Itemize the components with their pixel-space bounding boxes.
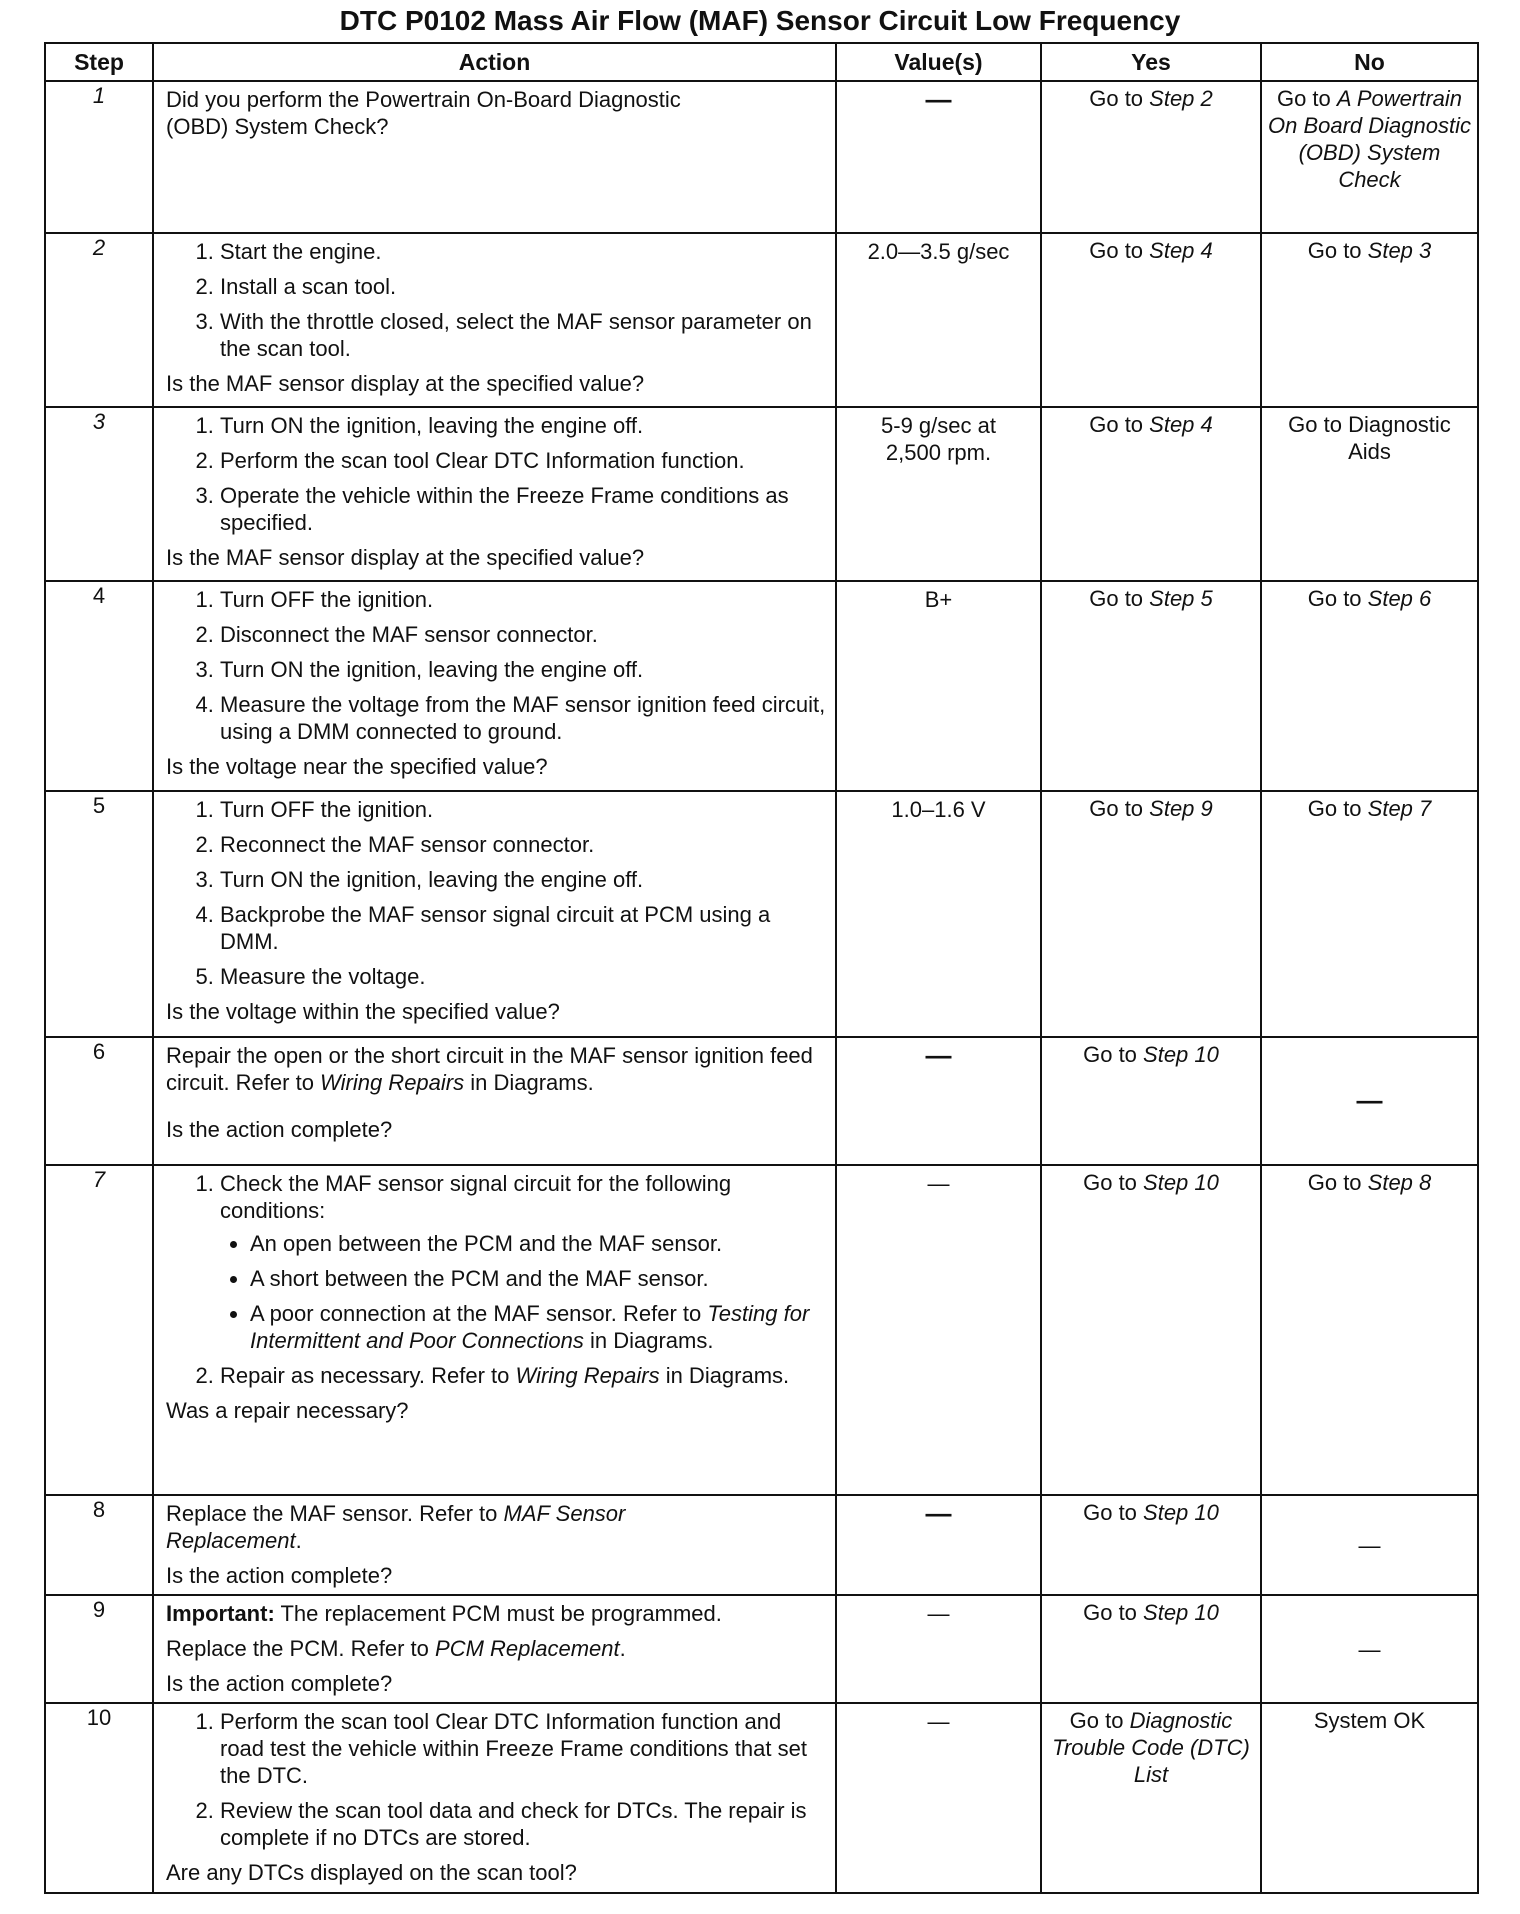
- instruction-item: 3. Turn ON the ignition, leaving the engine off.: [220, 656, 827, 683]
- no-cell: [1261, 1495, 1478, 1595]
- action-question: Is the action complete?: [166, 1671, 393, 1696]
- action-cell: [153, 581, 836, 791]
- action-cell: [153, 791, 836, 1037]
- no-text: —: [1358, 1636, 1381, 1662]
- instruction-list: [166, 796, 827, 990]
- no-cell: [1261, 1037, 1478, 1165]
- yes-link[interactable]: Step 5: [1149, 586, 1213, 611]
- header-step: Step: [45, 43, 153, 81]
- no-cell: [1261, 407, 1478, 581]
- yes-cell: [1041, 233, 1261, 407]
- action-text-part: .: [295, 1528, 302, 1553]
- action-text: Did you perform the Powertrain On-Board Diagnostic (OBD) System Check?: [166, 87, 681, 139]
- reference-link[interactable]: Wiring Repairs: [515, 1363, 660, 1388]
- step-number: 2: [45, 233, 153, 407]
- instruction-item: 2. Install a scan tool.: [220, 273, 827, 300]
- no-text: System OK: [1313, 1708, 1426, 1733]
- action-cell: [153, 407, 836, 581]
- no-cell: [1261, 581, 1478, 791]
- no-cell: [1261, 1703, 1478, 1893]
- condition-text: in Diagrams.: [583, 1328, 714, 1353]
- yes-cell: [1041, 81, 1261, 233]
- action-text-part: in Diagrams.: [464, 1070, 594, 1095]
- value-text: 2.0—3.5 g/sec: [867, 239, 1010, 264]
- important-text: The replacement PCM must be programmed.: [274, 1601, 722, 1626]
- action-question: Is the voltage within the specified value?: [166, 999, 560, 1024]
- condition-text: A poor connection at the MAF sensor. Refer to: [250, 1301, 708, 1326]
- instruction-item: [220, 1362, 827, 1389]
- value-cell: [836, 1495, 1041, 1595]
- instruction-text: in Diagrams.: [659, 1363, 790, 1388]
- no-cell: [1261, 81, 1478, 233]
- instruction-item: 4. Measure the voltage from the MAF sensor ignition feed circuit, using a DMM connected to ground.: [220, 691, 827, 745]
- value-text: —: [927, 1171, 950, 1196]
- yes-cell: [1041, 1165, 1261, 1495]
- instruction-item: 2. Perform the scan tool Clear DTC Information function.: [220, 447, 827, 474]
- value-cell: [836, 1037, 1041, 1165]
- instruction-text: Repair as necessary. Refer to: [220, 1363, 516, 1388]
- condition-item: • A short between the PCM and the MAF sensor.: [250, 1265, 827, 1292]
- header-row: [45, 43, 1478, 81]
- action-cell: [153, 81, 836, 233]
- value-text: B+: [924, 587, 953, 612]
- instruction-item: 1. Turn ON the ignition, leaving the engine off.: [220, 412, 827, 439]
- value-cell: [836, 407, 1041, 581]
- condition-item: [250, 1300, 827, 1354]
- yes-link[interactable]: Step 10: [1143, 1600, 1219, 1625]
- action-text: [166, 1635, 827, 1662]
- value-cell: [836, 581, 1041, 791]
- page-title: DTC P0102 Mass Air Flow (MAF) Sensor Circuit Low Frequency: [339, 5, 1181, 36]
- header-no: No: [1261, 43, 1478, 81]
- action-text-part: Replace the PCM. Refer to: [166, 1636, 436, 1661]
- yes-prefix: Go to: [1069, 1708, 1130, 1733]
- action-cell: [153, 1165, 836, 1495]
- header-values: Value(s): [836, 43, 1041, 81]
- value-text: —: [927, 1709, 950, 1734]
- action-question: Is the voltage near the specified value?: [166, 754, 548, 779]
- no-link[interactable]: Step 6: [1367, 586, 1432, 611]
- instruction-item: 1. Start the engine.: [220, 238, 827, 265]
- reference-link[interactable]: Testing for Intermittent and Poor Connections: [250, 1301, 810, 1353]
- yes-link[interactable]: Step 4: [1149, 412, 1213, 437]
- header-yes: Yes: [1041, 43, 1261, 81]
- action-text-part: Repair the open or the short circuit in the MAF sensor ignition feed circuit. Refer to: [166, 1043, 813, 1095]
- instruction-item: 1. Turn OFF the ignition.: [220, 586, 827, 613]
- action-question: Is the action complete?: [166, 1117, 393, 1142]
- reference-link[interactable]: MAF Sensor Replacement: [166, 1501, 626, 1553]
- yes-prefix: Go to: [1083, 1170, 1144, 1195]
- action-question: Was a repair necessary?: [166, 1398, 409, 1423]
- value-text: —: [925, 1498, 952, 1528]
- value-cell: [836, 81, 1041, 233]
- action-cell: [153, 233, 836, 407]
- no-prefix: Go to: [1307, 586, 1368, 611]
- table-row: [45, 407, 1478, 581]
- instruction-item: 2. Reconnect the MAF sensor connector.: [220, 831, 827, 858]
- yes-link[interactable]: Step 10: [1143, 1500, 1219, 1525]
- yes-link[interactable]: Step 2: [1149, 86, 1213, 111]
- instruction-item: 3. Turn ON the ignition, leaving the engine off.: [220, 866, 827, 893]
- table-row: [45, 1703, 1478, 1893]
- instruction-item: 4. Backprobe the MAF sensor signal circuit at PCM using a DMM.: [220, 901, 827, 955]
- step-number: 8: [45, 1495, 153, 1595]
- step-number: 9: [45, 1595, 153, 1703]
- condition-list: [220, 1230, 827, 1354]
- yes-cell: [1041, 407, 1261, 581]
- no-cell: [1261, 1595, 1478, 1703]
- instruction-item: 3. With the throttle closed, select the MAF sensor parameter on the scan tool.: [220, 308, 827, 362]
- yes-cell: [1041, 1595, 1261, 1703]
- action-text: [166, 1042, 827, 1096]
- yes-cell: [1041, 1037, 1261, 1165]
- table-row: [45, 1037, 1478, 1165]
- instruction-list: [166, 586, 827, 745]
- table-row: [45, 1495, 1478, 1595]
- instruction-list: [166, 238, 827, 362]
- no-link[interactable]: A Powertrain On Board Diagnostic (OBD) System Check: [1268, 86, 1471, 192]
- yes-link[interactable]: Step 4: [1149, 238, 1213, 263]
- table-row: [45, 81, 1478, 233]
- yes-prefix: Go to: [1083, 1500, 1144, 1525]
- step-number: 4: [45, 581, 153, 791]
- yes-cell: [1041, 1703, 1261, 1893]
- instruction-item: 2. Disconnect the MAF sensor connector.: [220, 621, 827, 648]
- instruction-list: [166, 1708, 827, 1851]
- yes-cell: [1041, 1495, 1261, 1595]
- yes-prefix: Go to: [1083, 1042, 1144, 1067]
- yes-cell: [1041, 791, 1261, 1037]
- table-row: [45, 233, 1478, 407]
- step-number: 6: [45, 1037, 153, 1165]
- value-cell: [836, 1595, 1041, 1703]
- action-cell: [153, 1703, 836, 1893]
- no-prefix: Go to: [1307, 238, 1368, 263]
- step-number: 7: [45, 1165, 153, 1495]
- value-cell: [836, 1703, 1041, 1893]
- action-question: Is the action complete?: [166, 1563, 393, 1588]
- instruction-list: [166, 412, 827, 536]
- no-link[interactable]: Step 3: [1367, 238, 1432, 263]
- table-row: [45, 791, 1478, 1037]
- step-number: 3: [45, 407, 153, 581]
- important-label: Important:: [166, 1601, 275, 1626]
- value-text: —: [927, 1601, 950, 1626]
- instruction-item: 1. Turn OFF the ignition.: [220, 796, 827, 823]
- yes-link[interactable]: Step 10: [1143, 1042, 1219, 1067]
- action-cell: [153, 1595, 836, 1703]
- instruction-text: Check the MAF sensor signal circuit for the following conditions:: [220, 1171, 732, 1223]
- no-link[interactable]: Go to Diagnostic Aids: [1288, 412, 1451, 464]
- header-action: Action: [153, 43, 836, 81]
- no-link[interactable]: Step 7: [1367, 796, 1432, 821]
- action-question: Is the MAF sensor display at the specified value?: [166, 545, 645, 570]
- no-link[interactable]: Step 8: [1367, 1170, 1432, 1195]
- value-cell: [836, 233, 1041, 407]
- action-question: Is the MAF sensor display at the specified value?: [166, 371, 645, 396]
- important-note: [166, 1600, 827, 1627]
- yes-prefix: Go to: [1089, 412, 1150, 437]
- value-text: 5-9 g/sec at 2,500 rpm.: [881, 413, 996, 465]
- value-text: 1.0–1.6 V: [891, 797, 986, 822]
- instruction-item: 3. Operate the vehicle within the Freeze Frame conditions as specified.: [220, 482, 827, 536]
- step-number: 1: [45, 81, 153, 233]
- diagnostic-table: [44, 42, 1479, 1894]
- table-row: [45, 581, 1478, 791]
- instruction-list: [166, 1170, 827, 1389]
- reference-link[interactable]: PCM Replacement: [435, 1636, 620, 1661]
- no-prefix: Go to: [1307, 796, 1368, 821]
- action-text-part: Replace the MAF sensor. Refer to: [166, 1501, 504, 1526]
- step-number: 5: [45, 791, 153, 1037]
- value-cell: [836, 1165, 1041, 1495]
- table-row: [45, 1595, 1478, 1703]
- no-prefix: Go to: [1276, 86, 1337, 111]
- no-cell: [1261, 791, 1478, 1037]
- yes-prefix: Go to: [1089, 86, 1150, 111]
- instruction-item: [220, 1170, 827, 1354]
- yes-link[interactable]: Step 9: [1149, 796, 1213, 821]
- yes-cell: [1041, 581, 1261, 791]
- reference-link[interactable]: Wiring Repairs: [320, 1070, 465, 1095]
- yes-prefix: Go to: [1089, 796, 1150, 821]
- yes-link[interactable]: Diagnostic Trouble Code (DTC) List: [1052, 1708, 1250, 1787]
- instruction-item: 1. Perform the scan tool Clear DTC Information function and road test the vehicle within Freeze Frame conditions that set the DTC.: [220, 1708, 827, 1789]
- table-row: [45, 1165, 1478, 1495]
- action-text-part: .: [619, 1636, 626, 1661]
- step-number: 10: [45, 1703, 153, 1893]
- action-text: [166, 1500, 636, 1554]
- yes-prefix: Go to: [1089, 238, 1150, 263]
- no-text: —: [1356, 1085, 1383, 1115]
- value-text: —: [925, 84, 952, 114]
- yes-prefix: Go to: [1089, 586, 1150, 611]
- condition-item: • An open between the PCM and the MAF sensor.: [250, 1230, 827, 1257]
- no-text: —: [1358, 1532, 1381, 1558]
- instruction-item: 2. Review the scan tool data and check for DTCs. The repair is complete if no DTCs are stored.: [220, 1797, 827, 1851]
- yes-prefix: Go to: [1083, 1600, 1144, 1625]
- no-prefix: Go to: [1307, 1170, 1368, 1195]
- value-cell: [836, 791, 1041, 1037]
- no-cell: [1261, 233, 1478, 407]
- no-cell: [1261, 1165, 1478, 1495]
- action-cell: [153, 1037, 836, 1165]
- action-cell: [153, 1495, 836, 1595]
- instruction-item: 5. Measure the voltage.: [220, 963, 827, 990]
- value-text: —: [925, 1040, 952, 1070]
- action-question: Are any DTCs displayed on the scan tool?: [166, 1860, 577, 1885]
- yes-link[interactable]: Step 10: [1143, 1170, 1219, 1195]
